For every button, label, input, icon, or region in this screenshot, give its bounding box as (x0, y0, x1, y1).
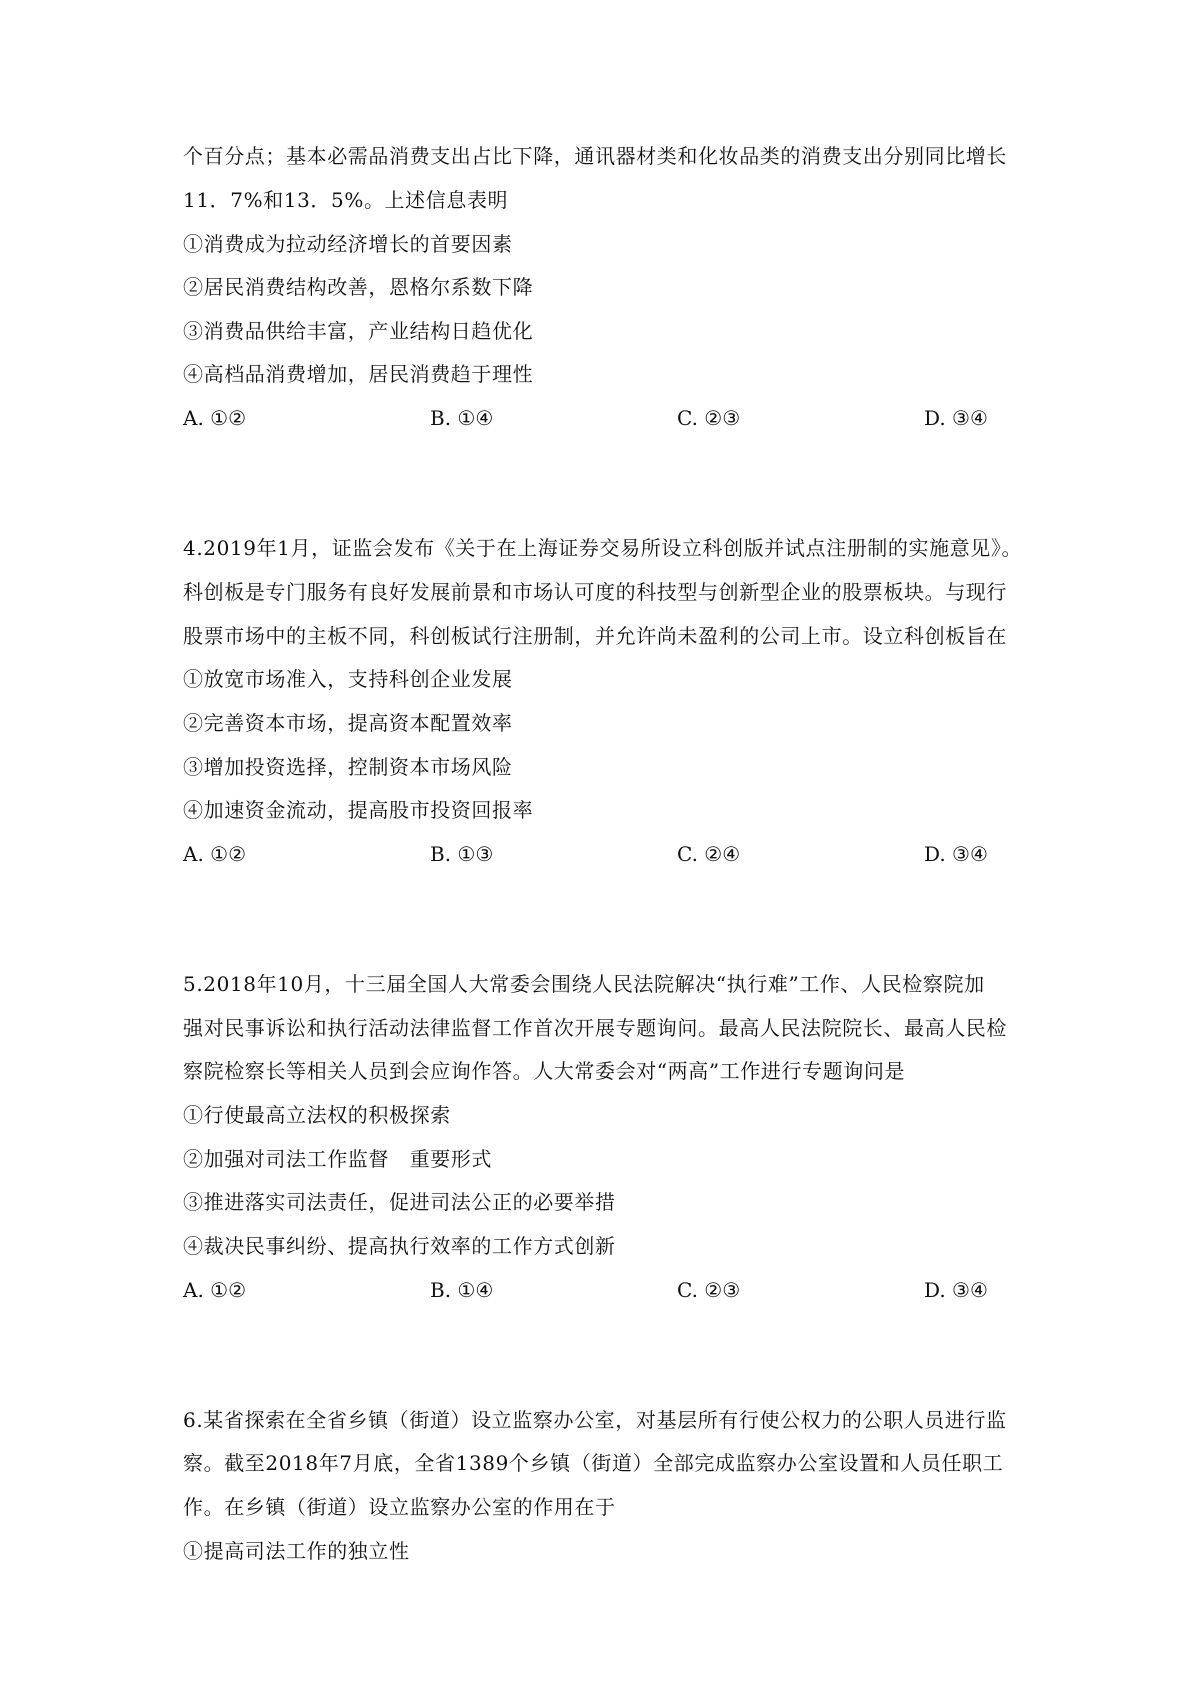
q5-option-c: C. ②③ (677, 1278, 741, 1302)
q5-item-2: ②加强对司法工作监督 重要形式 (183, 1147, 492, 1171)
q4-stem-line-1: 4.2019年1月，证监会发布《关于在上海证券交易所设立科创版并试点注册制的实施意见》。 (183, 536, 1023, 560)
q4-option-c: C. ②④ (677, 842, 741, 866)
q3-stem-line-2: 11．7%和13．5%。上述信息表明 (183, 188, 509, 212)
q3-option-d: D. ③④ (924, 406, 988, 430)
q5-stem-line-1: 5.2018年10月，十三届全国人大常委会围绕人民法院解决“执行难”工作、人民检察院加 (183, 972, 985, 996)
q4-option-a: A. ①② (183, 842, 247, 866)
q4-option-d: D. ③④ (924, 842, 988, 866)
q3-item-2: ②居民消费结构改善，恩格尔系数下降 (183, 275, 534, 299)
q6-stem-line-1: 6.某省探索在全省乡镇（街道）设立监察办公室，对基层所有行使公权力的公职人员进行监 (183, 1408, 1007, 1432)
q4-item-2: ②完善资本市场，提高资本配置效率 (183, 711, 513, 735)
q4-item-4: ④加速资金流动，提高股市投资回报率 (183, 798, 534, 822)
q4-stem-line-3: 股票市场中的主板不同，科创板试行注册制，并允许尚未盈利的公司上市。设立科创板旨在 (183, 624, 1007, 648)
q5-item-3: ③推进落实司法责任，促进司法公正的必要举措 (183, 1190, 616, 1214)
q4-item-3: ③增加投资选择，控制资本市场风险 (183, 755, 513, 779)
q5-option-a: A. ①② (183, 1278, 247, 1302)
q6-stem-line-3: 作。在乡镇（街道）设立监察办公室的作用在于 (183, 1495, 616, 1519)
q4-item-1: ①放宽市场准入，支持科创企业发展 (183, 667, 513, 691)
q3-item-4: ④高档品消费增加，居民消费趋于理性 (183, 362, 534, 386)
q3-item-1: ①消费成为拉动经济增长的首要因素 (183, 232, 513, 256)
q6-stem-line-2: 察。截至2018年7月底，全省1389个乡镇（街道）全部完成监察办公室设置和人员任职工 (183, 1451, 1004, 1475)
q5-option-b: B. ①④ (430, 1278, 494, 1302)
q4-stem-line-2: 科创板是专门服务有良好发展前景和市场认可度的科技型与创新型企业的股票板块。与现行 (183, 580, 1007, 604)
q3-option-b: B. ①④ (430, 406, 494, 430)
q5-item-4: ④裁决民事纠纷、提高执行效率的工作方式创新 (183, 1234, 616, 1258)
q4-option-b: B. ①③ (430, 842, 494, 866)
q5-item-1: ①行使最高立法权的积极探索 (183, 1103, 451, 1127)
q3-option-a: A. ①② (183, 406, 247, 430)
q5-stem-line-2: 强对民事诉讼和执行活动法律监督工作首次开展专题询问。最高人民法院院长、最高人民检 (183, 1016, 1007, 1040)
q5-option-d: D. ③④ (924, 1278, 988, 1302)
q3-option-c: C. ②③ (677, 406, 741, 430)
q5-stem-line-3: 察院检察长等相关人员到会应询作答。人大常委会对“两高”工作进行专题询问是 (183, 1059, 906, 1083)
q6-item-1: ①提高司法工作的独立性 (183, 1539, 410, 1563)
q3-item-3: ③消费品供给丰富，产业结构日趋优化 (183, 319, 534, 343)
q3-stem-line-1: 个百分点；基本必需品消费支出占比下降，通讯器材类和化妆品类的消费支出分别同比增长 (183, 144, 1007, 168)
